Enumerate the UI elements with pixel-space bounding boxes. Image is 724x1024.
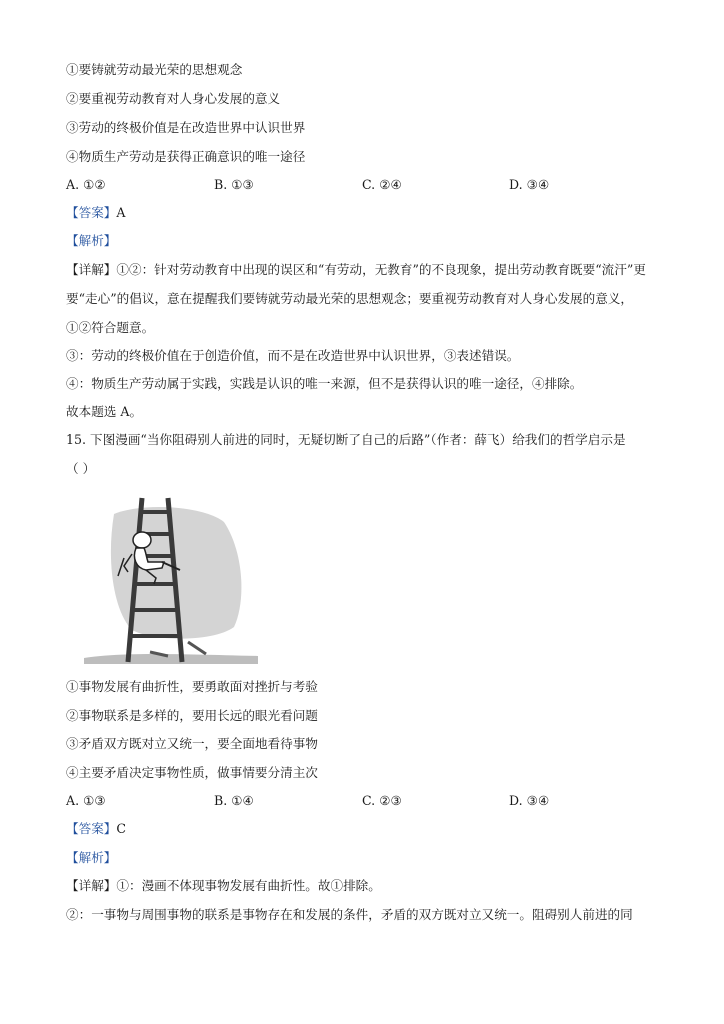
q15-statement-1: ①事物发展有曲折性，要勇敢面对挫折与考验 <box>66 679 318 694</box>
q14-analysis-tag: 【解析】 <box>66 233 117 248</box>
q14-statement-2: ②要重视劳动教育对人身心发展的意义 <box>66 91 281 106</box>
detail-tag: 【详解】 <box>66 878 117 893</box>
q14-detail-line-6: 故本题选 A。 <box>66 404 143 419</box>
q14-detail-line-4: ③：劳动的终极价值在于创造价值，而不是在改造世界中认识世界，③表述错误。 <box>66 348 520 363</box>
q15-statement-4: ④主要矛盾决定事物性质，做事情要分清主次 <box>66 765 318 780</box>
q15-answer <box>66 821 126 837</box>
q14-answer <box>66 205 125 221</box>
q15-analysis-tag: 【解析】 <box>66 850 117 865</box>
q15-option-d: D. ③④ <box>509 793 550 808</box>
answer-tag: 【答案】 <box>66 821 117 836</box>
q14-detail-line-3: ①②符合题意。 <box>66 320 155 335</box>
q14-statement-3: ③劳动的终极价值是在改造世界中认识世界 <box>66 120 306 135</box>
cartoon-image <box>84 492 258 664</box>
q14-detail-line-1 <box>66 262 646 278</box>
q15-statement-2: ②事物联系是多样的，要用长远的眼光看问题 <box>66 708 318 723</box>
q15-option-a: A. ①③ <box>66 793 106 808</box>
q15-detail-line-2: ②：一事物与周围事物的联系是事物存在和发展的条件，矛盾的双方既对立又统一。阻碍别人前进的同 <box>66 907 633 922</box>
q15-statement-3: ③矛盾双方既对立又统一，要全面地看待事物 <box>66 736 318 751</box>
answer-value: C <box>116 821 127 836</box>
q14-option-a: A. ①② <box>66 177 106 192</box>
q15-stem-line-1: 15. 下图漫画“当你阻碍别人前进的同时，无疑切断了自己的后路”（作者：薛飞）给我们的哲学启示是 <box>66 432 626 447</box>
detail-text: ①②：针对劳动教育中出现的误区和“有劳动，无教育”的不良现象，提出劳动教育既要“流汗”更 <box>116 262 646 277</box>
detail-text: ①：漫画不体现事物发展有曲折性。故①排除。 <box>116 878 381 893</box>
q14-detail-line-2: 要“走心”的倡议，意在提醒我们要铸就劳动最光荣的思想观念；要重视劳动教育对人身心发展的意义， <box>66 291 634 306</box>
q15-stem-line-2: （ ） <box>66 461 96 476</box>
detail-tag: 【详解】 <box>66 262 117 277</box>
q14-option-c: C. ②④ <box>362 177 402 192</box>
q14-detail-line-5: ④：物质生产劳动属于实践，实践是认识的唯一来源，但不是获得认识的唯一途径，④排除。 <box>66 376 583 391</box>
q15-option-c: C. ②③ <box>362 793 402 808</box>
q14-statement-1: ①要铸就劳动最光荣的思想观念 <box>66 62 243 77</box>
q14-option-d: D. ③④ <box>509 177 550 192</box>
q14-option-b: B. ①③ <box>214 177 254 192</box>
q15-option-b: B. ①④ <box>214 793 254 808</box>
answer-value: A <box>116 205 126 220</box>
answer-tag: 【答案】 <box>66 205 117 220</box>
q15-detail-line-1 <box>66 878 381 894</box>
q14-statement-4: ④物质生产劳动是获得正确意识的唯一途径 <box>66 149 306 164</box>
